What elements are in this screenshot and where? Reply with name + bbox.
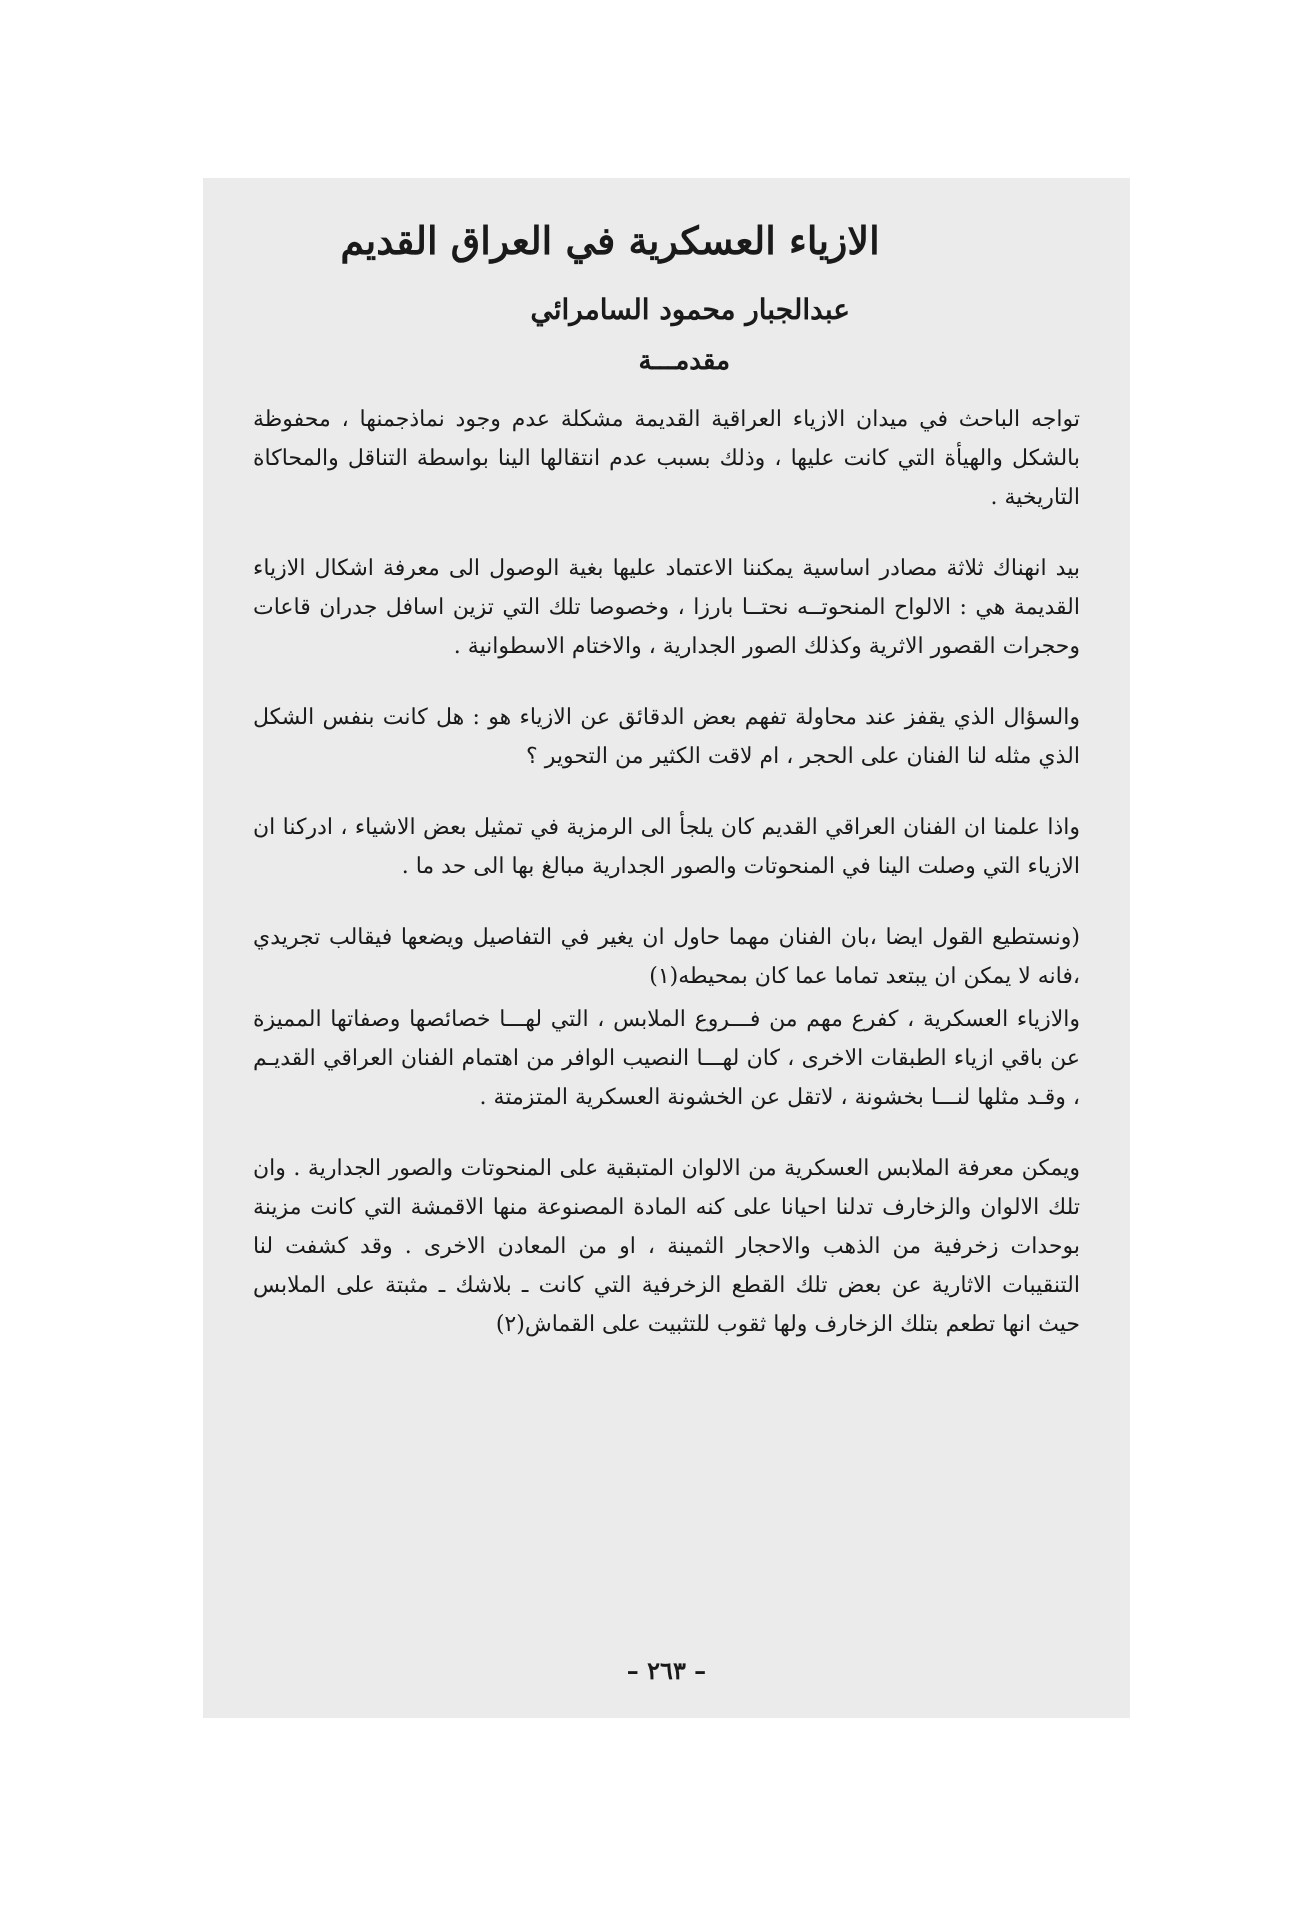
page-number: – ٢٦٣ – [626,1656,707,1685]
paragraph: ويمكن معرفة الملابس العسكرية من الالوان المتبقية على المنحوتات والصور الجدارية . وان تلك الالوان والزخارف تدلنا احيانا على كنه المادة المصنوعة منها الاقمشة التي كانت مزينة بوحدات زخرفية من الذهب والاحجار الثمينة ، او من المعادن الاخرى . وقد كشفت لنا التنقيبات الاثارية عن بعض تلك القطع الزخرفية التي كانت ـ بلاشك ـ مثبتة على الملابس حيث انها تطعم بتلك الزخارف ولها ثقوب للتثبيت على القماش(٢) [253,1156,1080,1337]
document-title: الازياء العسكرية في العراق القديم [340,218,880,263]
scanned-page [203,178,1130,1718]
paragraph: واذا علمنا ان الفنان العراقي القديم كان يلجأ الى الرمزية في تمثيل بعض الاشياء ، ادركنا ان الازياء التي وصلت الينا في المنحوتات والصور الجدارية مبالغ بها الى حد ما . [253,815,1080,879]
author-name: عبدالجبار محمود السامرائي [530,293,850,326]
body-text [253,400,1080,1376]
document-page [203,178,1130,1718]
paragraph: والسؤال الذي يقفز عند محاولة تفهم بعض الدقائق عن الازياء هو : هل كانت بنفس الشكل الذي مثله لنا الفنان على الحجر ، ام لاقت الكثير من التحوير ؟ [253,705,1080,769]
paragraph: والازياء العسكرية ، كفرع مهم من فـــروع الملابس ، التي لهـــا خصائصها وصفاتها المميزة عن باقي ازياء الطبقات الاخرى ، كان لهـــا النصيب الوافر من اهتمام الفنان العراقي القديـم ، وقـد مثلها لنـــا بخشونة ، لاتقل عن الخشونة العسكرية المتزمتة . [253,1007,1080,1110]
paragraph: تواجه الباحث في ميدان الازياء العراقية القديمة مشكلة عدم وجود نماذجمنها ، محفوظة بالشكل والهيأة التي كانت عليها ، وذلك بسبب عدم انتقالها الينا بواسطة التناقل والمحاكاة التاريخية . [253,407,1080,510]
section-heading-introduction: مقدمـــة [638,346,730,376]
paragraph: (ونستطيع القول ايضا ،بان الفنان مهما حاول ان يغير في التفاصيل ويضعها فيقالب تجريدي ،فانه لا يمكن ان يبتعد تماما عما كان بمحيطه(١) [253,925,1080,989]
paragraph: بيد انهناك ثلاثة مصادر اساسية يمكننا الاعتماد عليها بغية الوصول الى معرفة اشكال الازياء القديمة هي : الالواح المنحوتــه نحتــا بارزا ، وخصوصا تلك التي تزين اسافل جدران قاعات وحجرات القصور الاثرية وكذلك الصور الجدارية ، والاختام الاسطوانية . [253,556,1080,659]
